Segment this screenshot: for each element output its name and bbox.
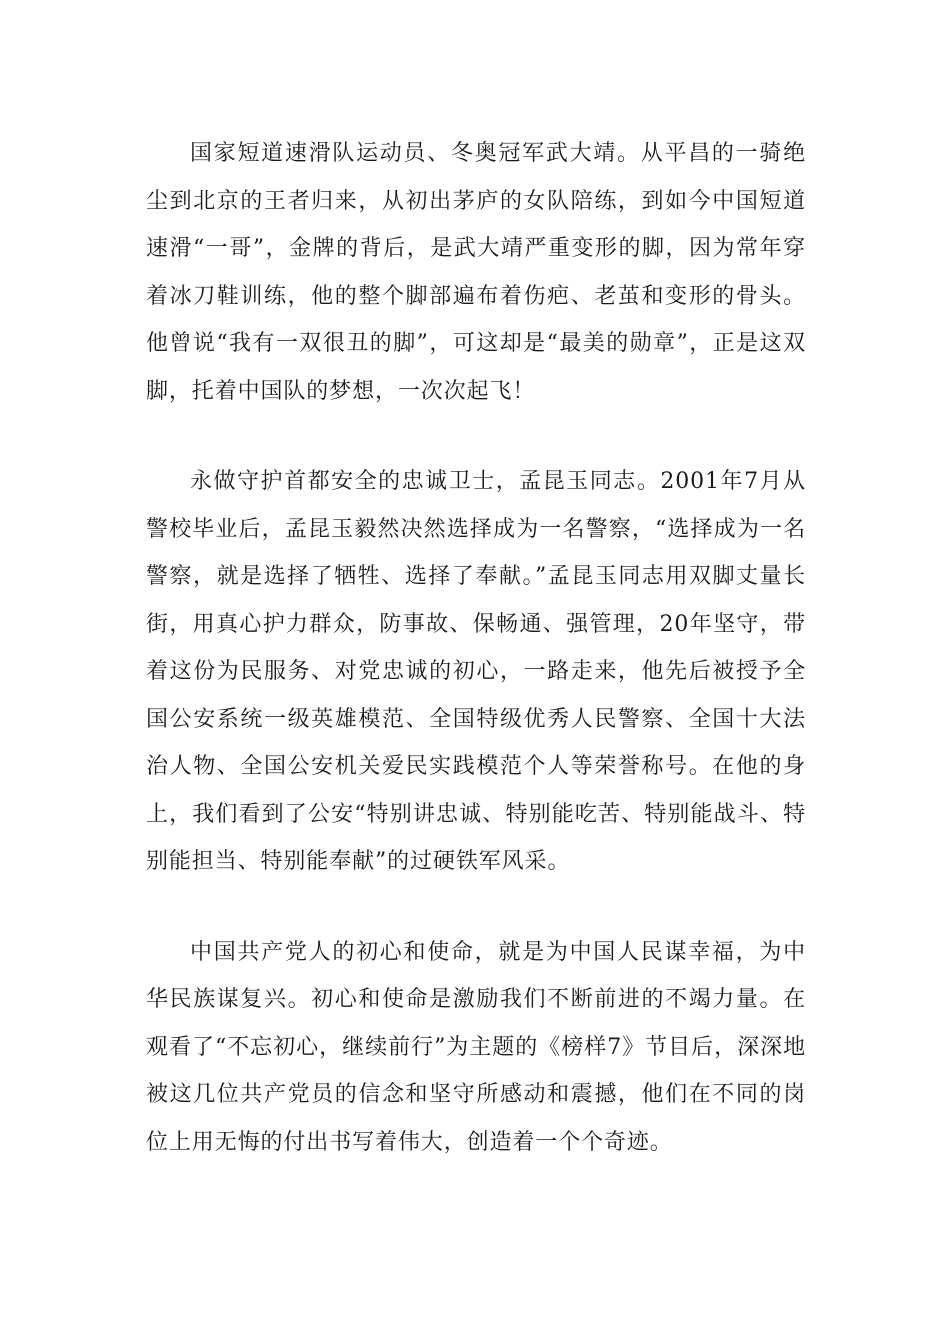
document-body [146,130,806,1166]
paragraph-original-mission: 中国共产党人的初心和使命，就是为中国人民谋幸福，为中华民族谋复兴。初心和使命是激励我们不断前进的不竭力量。在观看了“不忘初心，继续前行”为主题的《榜样7》节目后，深深地被这几位共产党员的信念和坚守所感动和震撼，他们在不同的岗位上用无悔的付出书写着伟大，创造着一个个奇迹。 [146,939,806,1155]
paragraph-wu-dajing: 国家短道速滑队运动员、冬奥冠军武大靖。从平昌的一骑绝尘到北京的王者归来，从初出茅庐的女队陪练，到如今中国短道速滑“一哥”，金牌的背后，是武大靖严重变形的脚，因为常年穿着冰刀鞋训练，他的整个脚部遍布着伤疤、老茧和变形的骨头。他曾说“我有一双很丑的脚”，可这却是“最美的勋章”，正是这双脚，托着中国队的梦想，一次次起飞！ [146,141,806,404]
paragraph-meng-kunyu: 永做守护首都安全的忠诚卫士，孟昆玉同志。2001年7月从警校毕业后，孟昆玉毅然决然选择成为一名警察，“选择成为一名警察，就是选择了牺牲、选择了奉献。”孟昆玉同志用双脚丈量长街，用真心护力群众，防事故、保畅通、强管理，20年坚守，带着这份为民服务、对党忠诚的初心，一路走来，他先后被授予全国公安系统一级英雄模范、全国特级优秀人民警察、全国十大法治人物、全国公安机关爱民实践模范个人等荣誉称号。在他的身上，我们看到了公安“特别讲忠诚、特别能吃苦、特别能战斗、特别能担当、特别能奉献”的过硬铁军风采。 [146,469,806,874]
